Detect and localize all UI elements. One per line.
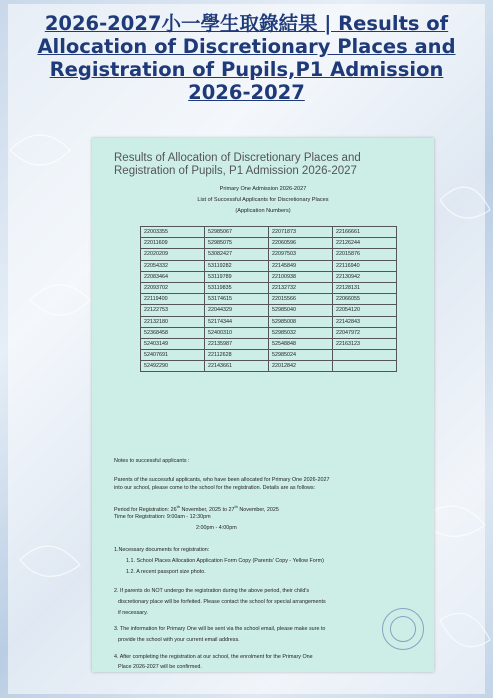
application-number-cell: 22100938 <box>269 271 333 282</box>
school-seal-icon <box>382 608 424 650</box>
item-2-line-1: 2. If parents do NOT undergo the registration during the above period, their child's <box>114 588 310 594</box>
application-number-cell: 22132732 <box>269 282 333 293</box>
application-number-cell: 22163123 <box>333 338 397 349</box>
list-subtitle: List of Successful Applicants for Discretionary Places <box>197 197 329 203</box>
application-number-cell: 22066055 <box>333 294 397 305</box>
period-text-end: November, 2025 <box>237 506 279 513</box>
item-1-documents: 1.Necessary documents for registration: <box>114 547 210 553</box>
item-3-line-2: provide the school with your current email address. <box>118 637 240 643</box>
application-numbers-label: (Application Numbers) <box>235 208 291 214</box>
application-number-cell: 22166661 <box>333 227 397 238</box>
application-number-cell: 53119282 <box>205 260 269 271</box>
application-number-cell: 22003355 <box>141 227 205 238</box>
applicants-table <box>140 226 397 372</box>
table-row <box>141 361 397 372</box>
notice-document <box>92 138 434 672</box>
period-suffix-2: th <box>234 504 238 509</box>
document-heading-line-2: Registration of Pupils, P1 Admission 2026-2027 <box>114 165 357 177</box>
application-number-cell: 22145849 <box>269 260 333 271</box>
document-heading <box>114 152 424 178</box>
application-number-cell: 52492290 <box>141 361 205 372</box>
application-number-cell: 52985075 <box>205 238 269 249</box>
application-number-cell: 22142843 <box>333 316 397 327</box>
item-3-line-1: 3. The information for Primary One will be sent via the school email, please make sure to <box>114 626 326 632</box>
application-number-cell: 52174344 <box>205 316 269 327</box>
application-number-cell: 22047972 <box>333 327 397 338</box>
application-number-cell: 52400310 <box>205 327 269 338</box>
application-number-cell: 52985032 <box>269 327 333 338</box>
table-row <box>141 282 397 293</box>
application-number-cell: 22012842 <box>269 361 333 372</box>
application-number-cell: 22135987 <box>205 338 269 349</box>
application-number-cell: 22112628 <box>205 350 269 361</box>
application-number-cell: 52985024 <box>269 350 333 361</box>
application-number-cell: 22097503 <box>269 249 333 260</box>
page-title[interactable]: 2026-2027小一學生取錄結果 | Results of Allocation of Discretionary Places and Registration of Pupils,P1 Admission 2026-2027 <box>37 12 456 104</box>
notes-title: Notes to successful applicants : <box>114 458 190 464</box>
item-4-line-1: 4. After completing the registration at our school, the enrolment for the Primary One <box>114 654 313 660</box>
application-number-cell: 22128131 <box>333 282 397 293</box>
application-number-cell <box>333 350 397 361</box>
application-number-cell: 22054120 <box>333 305 397 316</box>
application-number-cell: 52368458 <box>141 327 205 338</box>
period-suffix-1: th <box>176 504 180 509</box>
application-number-cell: 22015876 <box>333 249 397 260</box>
table-row <box>141 316 397 327</box>
application-number-cell: 52985040 <box>269 305 333 316</box>
item-2-line-3: if necessary. <box>118 610 148 616</box>
application-number-cell: 22071873 <box>269 227 333 238</box>
application-number-cell: 22122753 <box>141 305 205 316</box>
application-number-cell <box>333 361 397 372</box>
registration-time-afternoon: 2:00pm - 4:00pm <box>196 525 237 531</box>
application-number-cell: 52985067 <box>205 227 269 238</box>
application-number-cell: 22060596 <box>269 238 333 249</box>
application-number-cell: 22126244 <box>333 238 397 249</box>
application-number-cell: 53174615 <box>205 294 269 305</box>
application-number-cell: 22130942 <box>333 271 397 282</box>
table-row <box>141 271 397 282</box>
table-row <box>141 238 397 249</box>
period-text-mid: November, 2025 to 27 <box>179 506 235 513</box>
item-4-line-2: Place 2026-2027 will be confirmed. <box>118 664 202 670</box>
application-number-cell: 22015566 <box>269 294 333 305</box>
application-number-cell: 52548848 <box>269 338 333 349</box>
application-number-cell: 53119789 <box>205 271 269 282</box>
application-number-cell: 22116940 <box>333 260 397 271</box>
item-1-2-photo: 1.2. A recent passport size photo. <box>126 569 206 575</box>
table-row <box>141 227 397 238</box>
application-number-cell: 22020209 <box>141 249 205 260</box>
application-number-cell: 22093702 <box>141 282 205 293</box>
item-2-line-2: discretionary place will be forfeited. Please contact the school for special arrangements <box>118 599 326 605</box>
application-number-cell: 22143661 <box>205 361 269 372</box>
registration-period <box>114 503 279 514</box>
application-number-cell: 53082427 <box>205 249 269 260</box>
table-row <box>141 327 397 338</box>
application-number-cell: 22044329 <box>205 305 269 316</box>
application-number-cell: 52407691 <box>141 350 205 361</box>
admission-subtitle: Primary One Admission 2026-2027 <box>219 186 307 192</box>
table-row <box>141 350 397 361</box>
application-number-cell: 52985008 <box>269 316 333 327</box>
application-number-cell: 22054332 <box>141 260 205 271</box>
table-row <box>141 249 397 260</box>
intro-paragraph-line-2: into our school, please come to the school for the registration. Details are as follows: <box>114 485 316 491</box>
application-number-cell: 22119400 <box>141 294 205 305</box>
application-number-cell: 22011609 <box>141 238 205 249</box>
intro-paragraph-line-1: Parents of the successful applicants, who have been allocated for Primary One 2026-2027 <box>114 477 330 483</box>
document-heading-line-1: Results of Allocation of Discretionary Places and <box>114 152 361 164</box>
application-number-cell: 52403149 <box>141 338 205 349</box>
table-row <box>141 338 397 349</box>
table-row <box>141 294 397 305</box>
item-1-1-form: 1.1. School Places Allocation Application Form Copy (Parents' Copy - Yellow Form) <box>126 558 324 564</box>
table-row <box>141 305 397 316</box>
application-number-cell: 22132180 <box>141 316 205 327</box>
period-text-start: Period for Registration: 26 <box>114 506 177 513</box>
application-number-cell: 22083464 <box>141 271 205 282</box>
application-number-cell: 53119835 <box>205 282 269 293</box>
table-row <box>141 260 397 271</box>
registration-time: Time for Registration: 9:00am - 12:30pm <box>114 514 211 520</box>
